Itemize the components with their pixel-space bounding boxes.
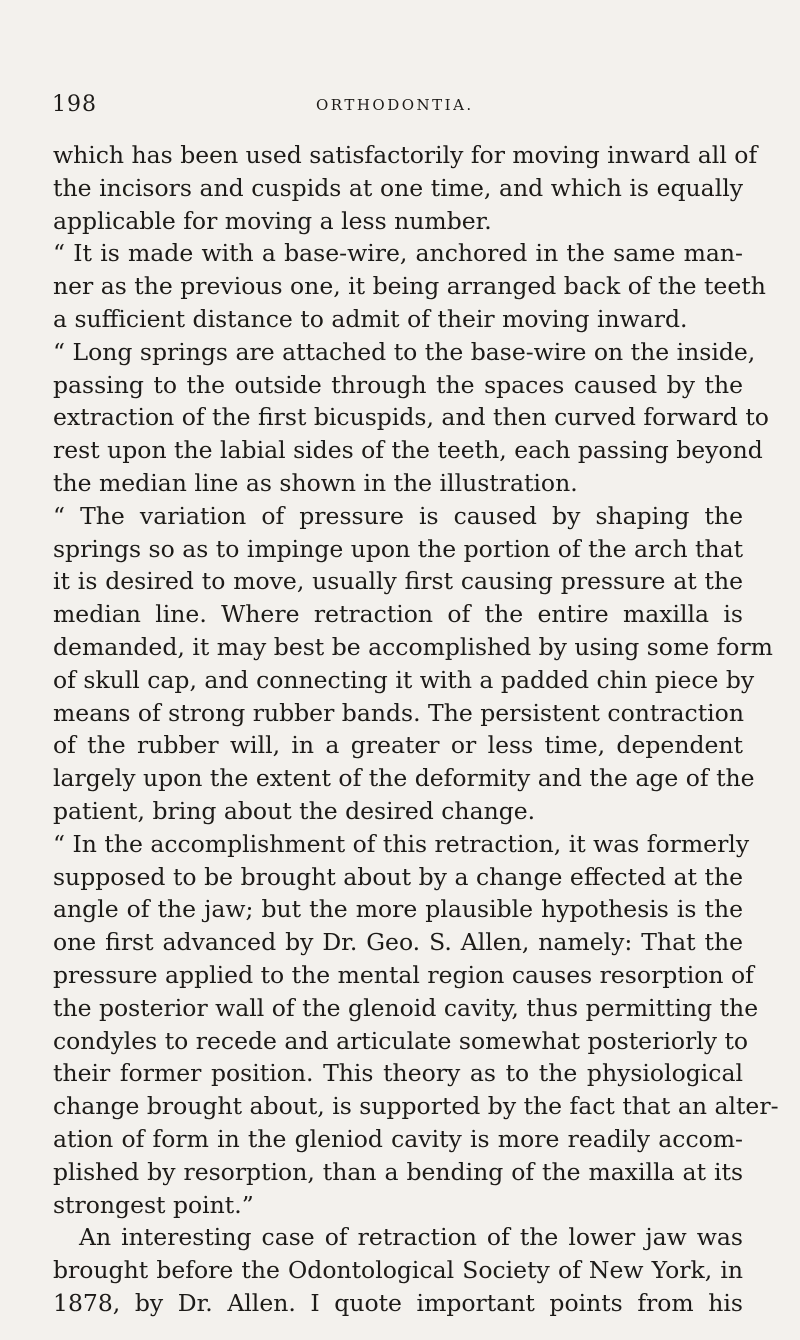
text-line: brought before the Odontological Society of New York, in	[53, 1256, 743, 1285]
text-line: of skull cap, and connecting it with a padded chin piece by	[53, 665, 755, 694]
page-header	[0, 92, 800, 122]
text-line: rest upon the labial sides of the teeth, each passing beyond	[53, 436, 763, 465]
text-line: “ The variation of pressure is caused by shaping the	[53, 501, 743, 530]
text-line: extraction of the first bicuspids, and then curved forward to	[53, 403, 769, 432]
text-line: it is desired to move, usually first causing pressure at the	[53, 567, 743, 596]
body-text	[53, 139, 779, 1320]
text-line: demanded, it may best be accomplished by using some form	[53, 632, 773, 661]
text-line: ner as the previous one, it being arranged back of the teeth	[53, 272, 766, 301]
text-line: change brought about, is supported by the fact that an alter-	[53, 1092, 779, 1121]
text-line: means of strong rubber bands. The persistent contraction	[53, 698, 744, 727]
text-line: one first advanced by Dr. Geo. S. Allen, namely: That the	[53, 928, 743, 957]
text-line: passing to the outside through the spaces caused by the	[53, 370, 743, 399]
text-line: largely upon the extent of the deformity and the age of the	[53, 764, 755, 793]
text-line: the median line as shown in the illustration.	[53, 468, 578, 497]
text-line: “ In the accomplishment of this retraction, it was formerly	[53, 829, 750, 858]
text-line: their former position. This theory as to the physiological	[53, 1059, 743, 1088]
text-line: which has been used satisfactorily for moving inward all of	[53, 141, 758, 169]
text-line: “ It is made with a base-wire, anchored in the same man-	[53, 239, 743, 268]
text-line: applicable for moving a less number.	[53, 206, 492, 235]
page-number: 198	[52, 92, 97, 117]
text-line: An interesting case of retraction of the lower jaw was	[79, 1223, 743, 1252]
text-line: strongest point.”	[53, 1190, 254, 1219]
text-line: patient, bring about the desired change.	[53, 796, 536, 825]
text-line: pressure applied to the mental region causes resorption of	[53, 960, 754, 989]
text-line: springs so as to impinge upon the portion of the arch that	[53, 534, 744, 563]
text-line: supposed to be brought about by a change effected at the	[53, 862, 743, 891]
text-line: the incisors and cuspids at one time, and which is equally	[53, 173, 743, 202]
text-line: plished by resorption, than a bending of the maxilla at its	[53, 1157, 743, 1186]
text-line: a sufficient distance to admit of their moving inward.	[53, 304, 688, 333]
text-line: the posterior wall of the glenoid cavity, thus permitting the	[53, 993, 759, 1022]
text-line: angle of the jaw; but the more plausible hypothesis is the	[53, 895, 743, 924]
text-line: “ Long springs are attached to the base-wire on the inside,	[53, 337, 756, 366]
text-line: of the rubber will, in a greater or less time, dependent	[53, 731, 743, 760]
text-line: median line. Where retraction of the entire maxilla is	[53, 600, 743, 629]
text-line: condyles to recede and articulate somewhat posteriorly to	[53, 1026, 749, 1055]
running-title: ORTHODONTIA.	[316, 96, 474, 114]
text-line: ation of form in the gleniod cavity is more readily accom-	[53, 1124, 743, 1153]
text-line: 1878, by Dr. Allen. I quote important points from his	[53, 1288, 743, 1317]
